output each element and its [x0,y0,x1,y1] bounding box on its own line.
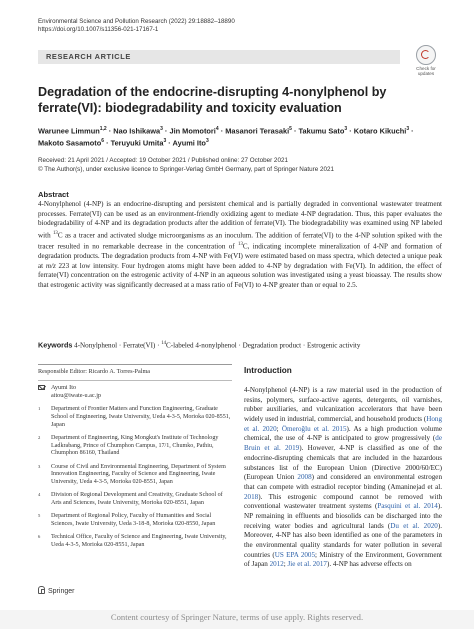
affiliation-item [38,435,234,458]
abstract-body: 4-Nonylphenol (4-NP) is an endocrine-disrupting and persistent chemical and is partially degraded in conventional wastewater treatment processes. Ferrate(VI) can be used as an environment-friendly oxidizing agent to mediate 4-NP degradation. Thus, this paper evaluates the biodegradability of 4-NP and its degradation products after the addition of ferrate(VI). The biodegradability was examined using NP labeled with $^{13}$C as a tracer and activated sludge microorganisms as an inoculum. The addition of ferrate(VI) to the 4-NP solution spiked with the tracer resulted in no remarkable decrease in the concentration of $^{13}$C, indicating incomplete mineralization of 4-NP and formation of degradation products. The degradation products from 4-NP with Fe(VI) were estimated based on mass spectra, which detected a unique peak at m/z 223 at low intensity. Four hydrogen atoms might have been added to 4-NP by degradation with Fe(VI). In addition, the effect of ferrate(VI) concentration on the estrogenic activity of 4-NP in an aqueous solution was investigated using a yeast bioassay. The results show that estrogenic activity was significantly decreased at a mass ratio of Fe(VI) to 4-NP greater than or equal to 2.5. [38,200,443,289]
citation-link[interactable]: US EPA 2005 [274,550,316,559]
publication-dates [38,157,458,174]
author-name[interactable]: Warunee Limmun [38,126,100,136]
dates-line: Received: 21 April 2021 / Accepted: 19 October 2021 / Published online: 27 October 2021 [38,157,288,164]
affiliation-item [38,534,234,550]
affiliation-list [38,406,234,555]
author-affiliation-marker: 5 [289,126,292,132]
affiliation-number: 2 [38,434,41,440]
journal-header [38,18,235,34]
author-name[interactable]: Takumu Sato [298,126,345,136]
author-name[interactable]: Nao Ishikawa [113,126,161,136]
citation-link[interactable]: Ömeroğlu et al. 2015 [281,424,347,433]
affiliation-item [38,406,234,429]
affiliation-text: Course of Civil and Environmental Engineering, Department of System Innovation Engineering, Faculty of Science and Engineering, Iwate University, Ueda 4-3-5, Morioka 020-8551, Japan [51,463,226,486]
author-name[interactable]: Kotaro Kikuchi [353,126,407,136]
affiliation-text: Division of Regional Development and Creativity, Graduate School of Arts and Sciences, Iwate University, Morioka 020-8551, Japan [51,492,223,507]
affiliation-item [38,513,234,529]
affiliation-item [38,492,234,508]
affiliation-number: 4 [38,492,41,498]
citation-link[interactable]: Du et al. 2020 [390,521,438,530]
introduction-heading: Introduction [244,366,292,375]
affiliation-number: 1 [38,406,41,411]
publisher-logo [38,586,74,595]
citation-link[interactable]: Hong et al. 2020 [244,415,442,433]
author-list: Warunee Limmun$^{1,2}$ · Nao Ishikawa$^3$ · Jin Momotori$^4$ · Masanori Terasaki$^5$ · Takumu Sato$^3$ · Kotaro Kikuchi$^3$ · Makoto Sasamoto$^6$ · Teruyuki Umita$^3$ · Ayumi Ito$^3$ [38,126,414,148]
affiliation-number: 3 [38,463,41,469]
corresponding-author-name: Ayumi Ito [51,384,77,391]
affiliation-number: 6 [38,534,41,540]
author-name[interactable]: Makoto Sasamoto [38,138,102,148]
author-affiliation-marker: 3 [163,138,167,145]
corresponding-author-email[interactable]: aitou@iwate-u.ac.jp [51,392,102,399]
check-for-updates-label: Check for updates [416,66,436,76]
article-type-bar [38,50,400,64]
footnote-divider-2 [38,380,232,381]
affiliation-number: 5 [38,513,41,519]
citation-link[interactable]: 2018 [244,492,259,501]
author-name[interactable]: Jin Momotori [169,126,216,136]
author-affiliation-marker: 3 [344,126,348,132]
affiliation-text: Department of Regional Policy, Faculty of Humanities and Social Sciences, Iwate University, Ueda 3-18-8, Morioka 020-8550, Japan [51,513,216,528]
affiliation-item [38,464,234,487]
doi-link[interactable]: https://doi.org/10.1007/s11356-021-17167-1 [38,26,159,33]
journal-citation: Environmental Science and Pollution Research (2022) 29:18882–18890 [38,18,235,25]
author-affiliation-marker: 3 [406,126,410,132]
affiliation-text: Technical Office, Faculty of Science and Engineering, Iwate University, Ueda 4-3-5, Morioka 020-8551, Japan [51,534,227,549]
keywords: Keywords 4-Nonylphenol · Ferrate(VI) · $^{14}$C-labeled 4-nonylphenol · Degradation product · Estrogenic activity [38,340,361,350]
citation-link[interactable]: 2008 [297,473,312,482]
affiliation-text: Department of Engineering, King Mongkut's Institute of Technology Ladkrabang, Prince of Chumphon Campus, 17/1, Chumko, Pathiu, Chumphon 86160, Thailand [51,434,219,457]
author-name[interactable]: Teruyuki Umita [110,138,164,148]
article-type-label: RESEARCH ARTICLE [46,52,131,61]
citation-link[interactable]: de Bruin et al. 2019 [244,434,442,453]
crossmark-icon [416,45,436,65]
author-affiliation-marker: 3 [160,126,163,132]
springer-horse-icon [38,586,45,594]
abstract-heading: Abstract [38,190,69,199]
author-affiliation-marker: 4 [215,126,219,132]
keywords-label: Keywords [38,340,73,350]
envelope-icon [38,385,45,390]
author-name[interactable]: Masanori Terasaki [225,126,290,136]
affiliation-text: Department of Frontier Matters and Function Engineering, Graduate School of Engineering, Iwate University, Ueda 4-3-5, Morioka 020-8551, Japan [51,406,231,428]
check-for-updates-badge[interactable] [410,45,442,76]
citation-link[interactable]: 2012 [269,560,284,569]
author-affiliation-marker: 6 [101,138,105,145]
footnote-divider [38,364,232,365]
copyright-line: © The Author(s), under exclusive licence to Springer-Verlag GmbH Germany, part of Springer Nature 2021 [38,165,334,173]
footer-notice: Content courtesy of Springer Nature, terms of use apply. Rights reserved. [110,612,364,622]
author-affiliation-marker: 1,2 [99,126,107,132]
corresponding-author [38,384,232,400]
citation-link[interactable]: Pasquini et al. 2014 [377,502,438,511]
publisher-name: Springer [48,588,75,595]
article-title: Degradation of the endocrine-disrupting 4-nonylphenol by ferrate(VI): biodegradability and toxicity evaluation [38,85,387,115]
citation-link[interactable]: Jie et al. 2017 [287,560,327,569]
responsible-editor: Responsible Editor: Ricardo A. Torres-Palma [38,368,151,375]
introduction-body: 4-Nonylphenol (4-NP) is a raw material used in the production of resins, polymers, surface-active agents, detergents, oil varnishes, rubber auxiliaries, and vulcanization accelerators that have been widely used in industrial, commercial, and household products (Hong et al. 2020; Ömeroğlu et al. 2015). As a high production volume chemical, the use of 4-NP is anticipated to grow progressively (de Bruin et al. 2019). However, 4-NP is classified as one of the endocrine-disrupting chemicals that are included in the hazardous substances list of the European Union (Directive 2000/60/EC) (European Union 2008) and considered an environmental estrogen that can compete with estradiol receptor binding (Amaninejad et al. 2018). This estrogenic compound cannot be removed with conventional wastewater treatment systems (Pasquini et al. 2014). NP remaining in effluents and biosolids can be discharged into the receiving water bodies and agricultural lands (Du et al. 2020). Moreover, 4-NP has also been identified as one of the parameters in the environmental quality standards for water pollution in several countries (US EPA 2005; Ministry of the Environment, Government of Japan 2012; Jie et al. 2017). 4-NP has adverse effects on [244,386,443,569]
author-name[interactable]: Ayumi Ito [172,138,206,148]
author-affiliation-marker: 3 [205,138,209,145]
